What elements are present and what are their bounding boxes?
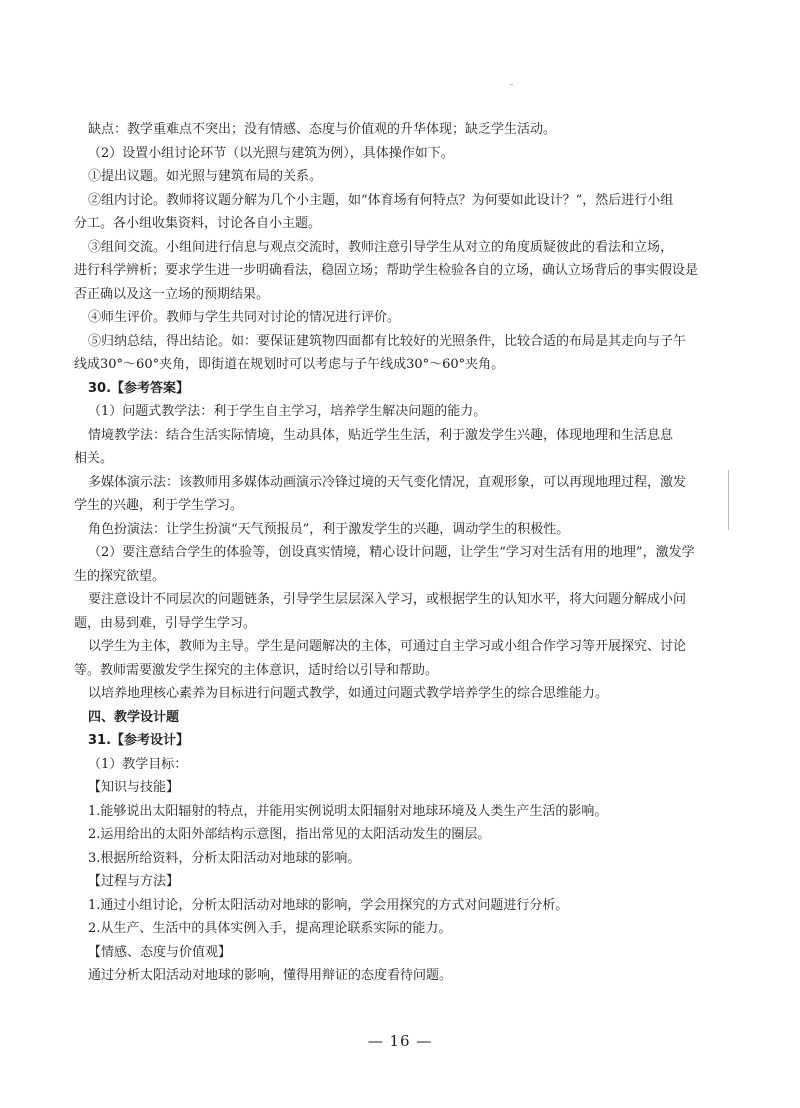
- text-line: 线成30°～60°夹角，即街道在规划时可以考虑与子午线成30°～60°夹角。: [74, 357, 505, 372]
- text-line: ③组间交流。小组间进行信息与观点交流时，教师注意引导学生从对立的角度质疑彼此的看法和立场，: [88, 239, 674, 255]
- page-number: — 16 —: [367, 1032, 433, 1050]
- text-line: 1.能够说出太阳辐射的特点，并能用实例说明太阳辐射对地球环境及人类生产生活的影响。: [88, 803, 608, 819]
- section-heading: 31.【参考设计】: [88, 733, 190, 748]
- text-line: （1）教学目标：: [88, 756, 188, 772]
- text-line: 【知识与技能】: [88, 780, 180, 795]
- text-line: 以学生为主体，教师为主导。学生是问题解决的主体，可通过自主学习或小组合作学习等开展探究、讨论: [88, 639, 687, 654]
- text-line: 相关。: [74, 451, 114, 466]
- text-line: 缺点：教学重难点不突出；没有情感、态度与价值观的升华体现；缺乏学生活动。: [88, 122, 557, 137]
- text-line: （1）问题式教学法：利于学生自主学习，培养学生解决问题的能力。: [88, 404, 487, 419]
- section-heading: 四、教学设计题: [88, 709, 180, 725]
- text-line: 题，由易到难，引导学生学习。: [74, 615, 257, 631]
- text-line: ②组内讨论。教师将议题分解为几个小主题，如“体育场有何特点？为何要如此设计？”，然后进行小组: [88, 192, 674, 208]
- text-line: 通过分析太阳活动对地球的影响，懂得用辩证的态度看待问题。: [88, 968, 453, 983]
- text-line: 分工。各小组收集资料，讨论各自小主题。: [74, 216, 322, 231]
- text-line: ①提出议题。如光照与建筑布局的关系。: [88, 169, 323, 184]
- text-line: 多媒体演示法：该教师用多媒体动画演示冷锋过境的天气变化情况，直观形象，可以再现地理过程，激发: [88, 474, 687, 490]
- text-line: 进行科学辨析；要求学生进一步明确看法，稳固立场；帮助学生检验各自的立场，确认立场背后的事实假设是: [74, 263, 699, 278]
- text-line: 【过程与方法】: [88, 874, 180, 889]
- text-line: ⑤归纳总结，得出结论。如：要保证建筑物四面都有比较好的光照条件，比较合适的布局是其走向与子午: [88, 333, 687, 349]
- text-line: （2）设置小组讨论环节（以光照与建筑为例），具体操作如下。: [88, 145, 454, 161]
- text-line: 生的探究欲望。: [74, 568, 166, 584]
- text-line: 【情感、态度与价值观】: [88, 944, 232, 960]
- text-line: 以培养地理核心素养为目标进行问题式教学，如通过问题式教学培养学生的综合思维能力。: [88, 686, 609, 701]
- text-line: 要注意设计不同层次的问题链条，引导学生层层深入学习，或根据学生的认知水平，将大问题分解成小问: [88, 592, 687, 607]
- text-line: 否正确以及这一立场的预期结果。: [74, 286, 270, 302]
- text-line: 1.通过小组讨论，分析太阳活动对地球的影响，学会用探究的方式对问题进行分析。: [88, 897, 569, 913]
- text-line: ④师生评价。教师与学生共同对讨论的情况进行评价。: [88, 310, 401, 325]
- text-line: （2）要注意结合学生的体验等，创设真实情境，精心设计问题，让学生“学习对生活有用的地理”，激发学: [88, 545, 695, 560]
- section-heading: 30.【参考答案】: [88, 380, 190, 396]
- text-line: 情境教学法：结合生活实际情境，生动具体，贴近学生生活，利于激发学生兴趣，体现地理和生活息息: [88, 427, 674, 443]
- text-line: 角色扮演法：让学生扮演“天气预报员”，利于激发学生的兴趣，调动学生的积极性。: [88, 521, 570, 537]
- text-line: 等。教师需要激发学生探究的主体意识，适时给以引导和帮助。: [74, 662, 439, 678]
- scan-mark: [728, 470, 729, 530]
- text-line: 2.运用给出的太阳外部结构示意图，指出常见的太阳活动发生的圈层。: [88, 827, 491, 842]
- text-line: 2.从生产、生活中的具体实例入手，提高理论联系实际的能力。: [88, 921, 452, 936]
- text-line: 学生的兴趣，利于学生学习。: [74, 498, 244, 513]
- scan-mark: [510, 84, 513, 85]
- text-line: 3.根据所给资料，分析太阳活动对地球的影响。: [88, 850, 361, 866]
- document-body: [74, 118, 714, 988]
